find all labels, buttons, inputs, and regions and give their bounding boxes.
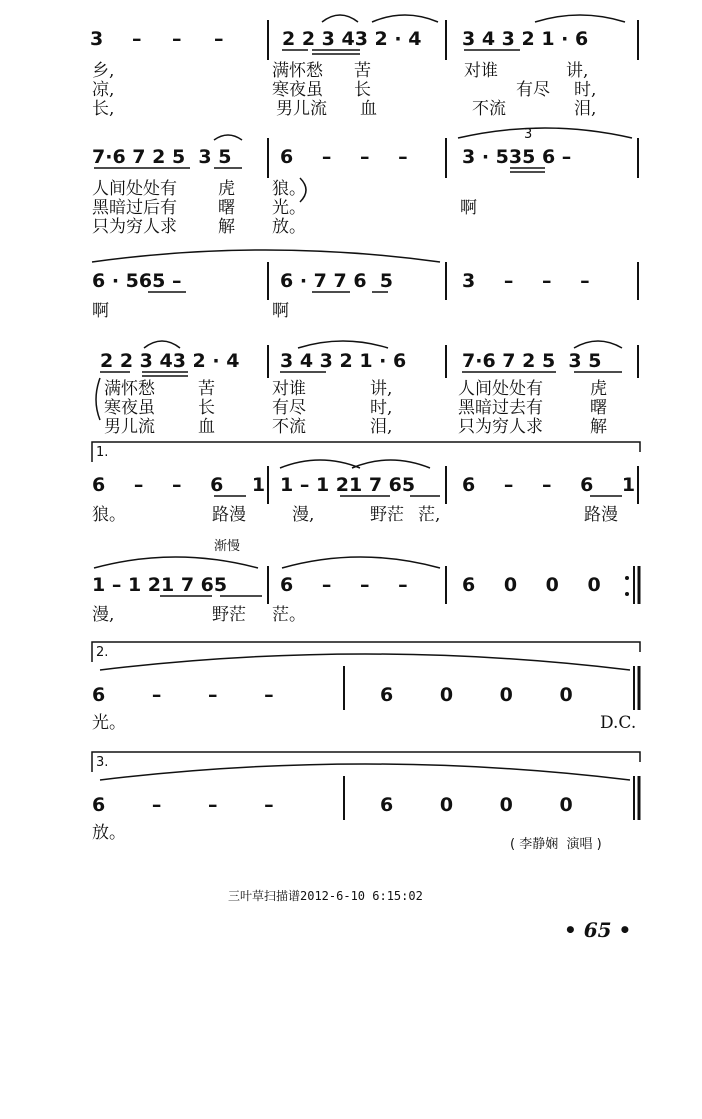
lyric-line: 只为穷人求 — [458, 417, 543, 437]
system-3-measure-1: 6 · 565 – — [92, 270, 182, 292]
system-1-dash: – — [172, 28, 182, 50]
lyric-line: 苦 — [198, 379, 215, 399]
tuplet-number: 3 — [524, 127, 533, 142]
system-5-measure-3: 6 – – 6 1 — [462, 474, 636, 496]
lyric-line: 虎 — [590, 379, 607, 399]
lyric-line: 曙 — [218, 198, 235, 218]
lyric-line: 不流 — [272, 417, 306, 437]
lyric-line: 光。 — [272, 198, 306, 218]
lyric-line: 长, — [92, 99, 115, 119]
lyric-line: 血 — [198, 417, 215, 437]
lyric-line: 野茫 — [212, 605, 246, 625]
performer-credit: ( 李静娴 演唱 ) — [510, 837, 602, 852]
lyric-line: 泪, — [574, 99, 597, 119]
lyric-line: 路漫 — [212, 505, 246, 525]
lyric-line: 男儿流 — [276, 99, 327, 119]
system-4-measure-1: 2 2 3 43 2 · 4 — [100, 350, 240, 372]
lyric-line: 有尽 — [516, 80, 550, 100]
lyric-line: 长 — [354, 80, 371, 100]
lyric-line: 男儿流 — [104, 417, 155, 437]
lyric-line: 凉, — [92, 80, 115, 100]
lyric-line: 解 — [218, 217, 235, 237]
scan-footer: 三叶草扫描谱2012-6-10 6:15:02 — [228, 889, 423, 903]
system-1-measure-3: 3 4 3 2 1 · 6 — [462, 28, 589, 50]
system-8-measure-2: 6 0 0 0 — [380, 794, 573, 816]
system-7-measure-2: 6 0 0 0 — [380, 684, 573, 706]
lyric-line: 黑暗过去有 — [458, 398, 543, 418]
lyric-line: 人间处处有 — [92, 179, 177, 199]
lyric-line: 漫, — [292, 505, 315, 525]
lyric-line: 虎 — [218, 179, 235, 199]
lyric-line: 只为穷人求 — [92, 217, 177, 237]
da-capo-marking: D.C. — [600, 713, 637, 733]
lyric-line: 放。 — [272, 217, 306, 237]
lyric-line: 讲, — [370, 379, 393, 399]
volta-1-label: 1. — [96, 445, 109, 460]
system-3-measure-3: 3 – – – — [462, 270, 590, 292]
lyric-line: 长 — [198, 398, 215, 418]
lyric-line: 满怀愁 — [104, 379, 155, 399]
lyric-line: 曙 — [590, 398, 607, 418]
system-1-measure-2: 2 2 3 43 2 · 4 — [282, 28, 422, 50]
lyric-line: 不流 — [472, 99, 506, 119]
system-8-measure-1: 6 – – – — [92, 794, 274, 816]
volta-2-label: 2. — [96, 645, 109, 660]
lyric-line: 泪, — [370, 417, 393, 437]
lyric-line: 光。 — [92, 713, 126, 733]
system-3-measure-2: 6 · 7 7 6 5 — [280, 270, 394, 292]
lyric-line: 苦 — [354, 61, 371, 81]
volta-3-label: 3. — [96, 755, 109, 770]
lyric-line: 人间处处有 — [458, 379, 543, 399]
lyric-line: 路漫 — [584, 505, 618, 525]
lyric-line: 啊 — [92, 301, 109, 321]
lyric-line: 对谁 — [272, 379, 306, 399]
lyric-line: 寒夜虽 — [272, 80, 323, 100]
tempo-marking: 渐慢 — [214, 539, 241, 554]
system-6-measure-1: 1 – 1 21 7 65 — [92, 574, 228, 596]
system-1-measure-1: 3 — [90, 28, 104, 50]
lyric-line: 狼。 — [272, 179, 306, 199]
lyric-line: 黑暗过后有 — [92, 198, 177, 218]
system-4-measure-2: 3 4 3 2 1 · 6 — [280, 350, 407, 372]
lyric-line: 野茫 — [370, 505, 404, 525]
lyric-line: 寒夜虽 — [104, 398, 155, 418]
lyric-line: 茫, — [418, 505, 441, 525]
system-2-measure-3: 3 · 535 6 – — [462, 146, 572, 168]
system-2-measure-1: 7·6 7 2 5 3 5 — [92, 146, 232, 168]
lyric-line: 乡, — [92, 61, 115, 81]
system-1-dash: – — [214, 28, 224, 50]
lyric-line: 对谁 — [464, 61, 498, 81]
lyric-line: 放。 — [92, 823, 126, 843]
lyric-line: 讲, — [566, 61, 589, 81]
system-6-measure-2: 6 – – – — [280, 574, 408, 596]
lyric-line: 时, — [574, 80, 597, 100]
page-number: • 65 • — [564, 918, 632, 942]
lyric-line: 血 — [360, 99, 377, 119]
system-6-measure-3: 6 0 0 0 — [462, 574, 601, 596]
system-2-measure-2: 6 – – – — [280, 146, 408, 168]
system-5-measure-2: 1 – 1 21 7 65 — [280, 474, 416, 496]
system-5-measure-1: 6 – – 6 1 — [92, 474, 266, 496]
lyric-line: 狼。 — [92, 505, 126, 525]
lyric-extra: 啊 — [460, 198, 477, 218]
lyric-line: 茫。 — [272, 605, 306, 625]
lyric-line: 啊 — [272, 301, 289, 321]
system-1-dash: – — [132, 28, 142, 50]
lyric-line: 有尽 — [272, 398, 306, 418]
lyric-line: 解 — [590, 417, 607, 437]
lyric-line: 时, — [370, 398, 393, 418]
lyric-line: 漫, — [92, 605, 115, 625]
lyric-line: 满怀愁 — [272, 61, 323, 81]
system-7-measure-1: 6 – – – — [92, 684, 274, 706]
system-4-measure-3: 7·6 7 2 5 3 5 — [462, 350, 602, 372]
